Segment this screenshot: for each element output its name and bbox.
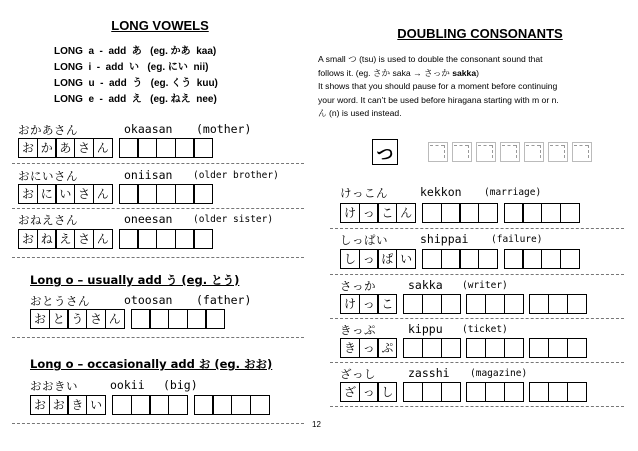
- empty-box[interactable]: [175, 138, 195, 158]
- word-translation: (older sister): [193, 214, 274, 225]
- empty-box[interactable]: [137, 184, 157, 204]
- word-kana: おねえさん: [18, 213, 78, 227]
- empty-box[interactable]: [422, 249, 442, 269]
- word-translation: (marriage): [484, 187, 542, 198]
- empty-box[interactable]: [485, 294, 505, 314]
- filled-box: っ: [359, 382, 379, 402]
- empty-box[interactable]: [422, 294, 442, 314]
- empty-box[interactable]: [403, 382, 423, 402]
- tracing-box[interactable]: [476, 142, 496, 162]
- empty-box[interactable]: [522, 203, 542, 223]
- empty-box[interactable]: [567, 382, 587, 402]
- rule-long-i: LONG i - add い (eg. にい nii): [54, 62, 209, 73]
- empty-box[interactable]: [403, 338, 423, 358]
- tracing-box[interactable]: [452, 142, 472, 162]
- empty-box[interactable]: [131, 309, 151, 329]
- word-romaji: okaasan: [124, 122, 173, 136]
- word-romaji: shippai: [420, 232, 469, 246]
- filled-box: っ: [359, 338, 379, 358]
- empty-box[interactable]: [137, 229, 157, 249]
- divider: [12, 257, 304, 258]
- word-kana: おかあさん: [18, 123, 78, 137]
- divider: [330, 228, 624, 229]
- empty-box[interactable]: [193, 229, 213, 249]
- empty-box[interactable]: [193, 138, 213, 158]
- tracing-box[interactable]: [428, 142, 448, 162]
- empty-box[interactable]: [485, 382, 505, 402]
- writing-box-row: [340, 294, 585, 314]
- empty-box[interactable]: [478, 203, 498, 223]
- word-kana: おおきい: [30, 379, 78, 393]
- filled-box: あ: [55, 138, 75, 158]
- filled-box: お: [18, 138, 38, 158]
- long-vowel-rules: [54, 44, 218, 108]
- tracing-box[interactable]: [572, 142, 592, 162]
- word-translation: (failure): [491, 234, 543, 245]
- empty-box[interactable]: [149, 309, 169, 329]
- empty-box[interactable]: [212, 395, 232, 415]
- empty-box[interactable]: [193, 184, 213, 204]
- word-kana: さっか: [340, 279, 376, 293]
- filled-box: こ: [377, 203, 397, 223]
- empty-box[interactable]: [466, 294, 486, 314]
- long-o-usually-heading: Long o – usually add う (eg. とう): [30, 273, 240, 287]
- filled-box: さ: [74, 229, 94, 249]
- rule-long-e: LONG e - add え (eg. ねえ nee): [54, 94, 217, 105]
- empty-box[interactable]: [119, 229, 139, 249]
- filled-box: お: [18, 229, 38, 249]
- filled-box: ん: [105, 309, 125, 329]
- word-romaji: otoosan: [124, 293, 173, 307]
- empty-box[interactable]: [168, 309, 188, 329]
- empty-box[interactable]: [478, 249, 498, 269]
- empty-box[interactable]: [231, 395, 251, 415]
- filled-box: ん: [93, 138, 113, 158]
- doubling-explanation: [318, 53, 628, 121]
- word-kana: しっぱい: [340, 233, 388, 247]
- empty-box[interactable]: [541, 203, 561, 223]
- word-translation: (mother): [196, 122, 252, 136]
- empty-box[interactable]: [504, 382, 524, 402]
- empty-box[interactable]: [187, 309, 207, 329]
- empty-box[interactable]: [119, 138, 139, 158]
- para-line: your word. It can’t be used before hiragana starting with m or n.: [318, 94, 559, 105]
- empty-box[interactable]: [137, 138, 157, 158]
- filled-box: し: [340, 249, 360, 269]
- filled-box: か: [37, 138, 57, 158]
- divider: [330, 406, 624, 407]
- writing-box-row: [340, 203, 578, 223]
- empty-box[interactable]: [466, 338, 486, 358]
- empty-box[interactable]: [485, 338, 505, 358]
- empty-box[interactable]: [422, 382, 442, 402]
- filled-box: う: [67, 309, 87, 329]
- tracing-box[interactable]: [548, 142, 568, 162]
- para-line: It shows that you should pause for a moment before continuing: [318, 81, 558, 92]
- empty-box[interactable]: [403, 294, 423, 314]
- empty-box[interactable]: [567, 338, 587, 358]
- empty-box[interactable]: [541, 249, 561, 269]
- empty-box[interactable]: [529, 294, 549, 314]
- divider: [330, 362, 624, 363]
- filled-box: っ: [359, 294, 379, 314]
- writing-box-row: [340, 249, 578, 269]
- empty-box[interactable]: [459, 249, 479, 269]
- writing-box-row: [18, 138, 212, 158]
- filled-box: ぱ: [377, 249, 397, 269]
- filled-box: お: [49, 395, 69, 415]
- empty-box[interactable]: [156, 184, 176, 204]
- empty-box[interactable]: [529, 338, 549, 358]
- word-romaji: kippu: [408, 322, 443, 336]
- tracing-box-row: [428, 142, 592, 162]
- doubling-consonants-title: DOUBLING CONSONANTS: [397, 26, 563, 41]
- empty-box[interactable]: [422, 338, 442, 358]
- filled-box: い: [396, 249, 416, 269]
- empty-box[interactable]: [504, 294, 524, 314]
- empty-box[interactable]: [466, 382, 486, 402]
- empty-box[interactable]: [441, 382, 461, 402]
- divider: [330, 318, 624, 319]
- filled-box: に: [37, 184, 57, 204]
- filled-box: お: [18, 184, 38, 204]
- filled-box: お: [30, 395, 50, 415]
- word-kana: けっこん: [340, 186, 388, 200]
- word-translation: (ticket): [462, 324, 508, 335]
- empty-box[interactable]: [560, 203, 580, 223]
- empty-box[interactable]: [175, 184, 195, 204]
- empty-box[interactable]: [504, 249, 524, 269]
- writing-box-row: [340, 338, 585, 358]
- writing-box-row: [30, 309, 224, 329]
- tracing-box[interactable]: [500, 142, 520, 162]
- filled-box: ね: [37, 229, 57, 249]
- empty-box[interactable]: [529, 382, 549, 402]
- empty-box[interactable]: [168, 395, 188, 415]
- filled-box: っ: [359, 249, 379, 269]
- filled-box: き: [67, 395, 87, 415]
- filled-box: け: [340, 203, 360, 223]
- divider: [12, 337, 304, 338]
- empty-box[interactable]: [175, 229, 195, 249]
- writing-box-row: [18, 184, 212, 204]
- writing-box-row: [30, 395, 268, 415]
- filled-box: い: [86, 395, 106, 415]
- word-translation: (older brother): [193, 170, 279, 181]
- empty-box[interactable]: [504, 203, 524, 223]
- filled-box: し: [377, 382, 397, 402]
- empty-box[interactable]: [548, 338, 568, 358]
- filled-box: ん: [93, 229, 113, 249]
- writing-box-row: [18, 229, 212, 249]
- page-number: 12: [312, 420, 321, 429]
- para-line: A small つ (tsu) is used to double the consonant sound that: [318, 54, 543, 64]
- small-tsu-example-box: つ: [372, 139, 398, 165]
- rule-long-a: LONG a - add あ (eg. かあ kaa): [54, 46, 217, 57]
- empty-box[interactable]: [194, 395, 214, 415]
- empty-box[interactable]: [504, 338, 524, 358]
- filled-box: ぷ: [377, 338, 397, 358]
- filled-box: こ: [377, 294, 397, 314]
- empty-box[interactable]: [567, 294, 587, 314]
- empty-box[interactable]: [422, 203, 442, 223]
- empty-box[interactable]: [156, 138, 176, 158]
- filled-box: え: [55, 229, 75, 249]
- divider: [330, 274, 624, 275]
- tracing-box[interactable]: [524, 142, 544, 162]
- word-kana: ざっし: [340, 367, 376, 381]
- empty-box[interactable]: [560, 249, 580, 269]
- word-romaji: kekkon: [420, 185, 462, 199]
- empty-box[interactable]: [441, 338, 461, 358]
- empty-box[interactable]: [112, 395, 132, 415]
- rule-long-u: LONG u - add う (eg. くう kuu): [54, 78, 218, 89]
- word-kana: おとうさん: [30, 294, 90, 308]
- empty-box[interactable]: [205, 309, 225, 329]
- word-translation: (writer): [462, 280, 508, 291]
- divider: [12, 423, 304, 424]
- word-kana: きっぷ: [340, 323, 376, 337]
- empty-box[interactable]: [522, 249, 542, 269]
- filled-box: っ: [359, 203, 379, 223]
- filled-box: と: [49, 309, 69, 329]
- empty-box[interactable]: [441, 249, 461, 269]
- filled-box: ん: [396, 203, 416, 223]
- word-translation: (magazine): [470, 368, 528, 379]
- filled-box: ざ: [340, 382, 360, 402]
- word-translation: (big): [163, 378, 198, 392]
- divider: [12, 208, 304, 209]
- filled-box: ん: [93, 184, 113, 204]
- empty-box[interactable]: [548, 294, 568, 314]
- word-kana: おにいさん: [18, 169, 78, 183]
- filled-box: さ: [74, 184, 94, 204]
- empty-box[interactable]: [149, 395, 169, 415]
- word-romaji: oneesan: [124, 212, 173, 226]
- filled-box: き: [340, 338, 360, 358]
- empty-box[interactable]: [441, 294, 461, 314]
- writing-box-row: [340, 382, 585, 402]
- para-line: ん (n) is used instead.: [318, 108, 402, 119]
- word-romaji: oniisan: [124, 168, 173, 182]
- empty-box[interactable]: [250, 395, 270, 415]
- empty-box[interactable]: [459, 203, 479, 223]
- word-romaji: zasshi: [408, 366, 450, 380]
- filled-box: お: [30, 309, 50, 329]
- empty-box[interactable]: [119, 184, 139, 204]
- filled-box: け: [340, 294, 360, 314]
- divider: [12, 163, 304, 164]
- para-line: follows it. (eg. さか saka → さっか sakka): [318, 67, 479, 78]
- long-o-occasionally-heading: Long o – occasionally add お (eg. おお): [30, 357, 273, 371]
- filled-box: さ: [74, 138, 94, 158]
- empty-box[interactable]: [441, 203, 461, 223]
- filled-box: い: [55, 184, 75, 204]
- word-romaji: ookii: [110, 378, 145, 392]
- word-translation: (father): [196, 293, 252, 307]
- empty-box[interactable]: [156, 229, 176, 249]
- long-vowels-title: LONG VOWELS: [111, 18, 209, 33]
- empty-box[interactable]: [548, 382, 568, 402]
- word-romaji: sakka: [408, 278, 443, 292]
- empty-box[interactable]: [131, 395, 151, 415]
- filled-box: さ: [86, 309, 106, 329]
